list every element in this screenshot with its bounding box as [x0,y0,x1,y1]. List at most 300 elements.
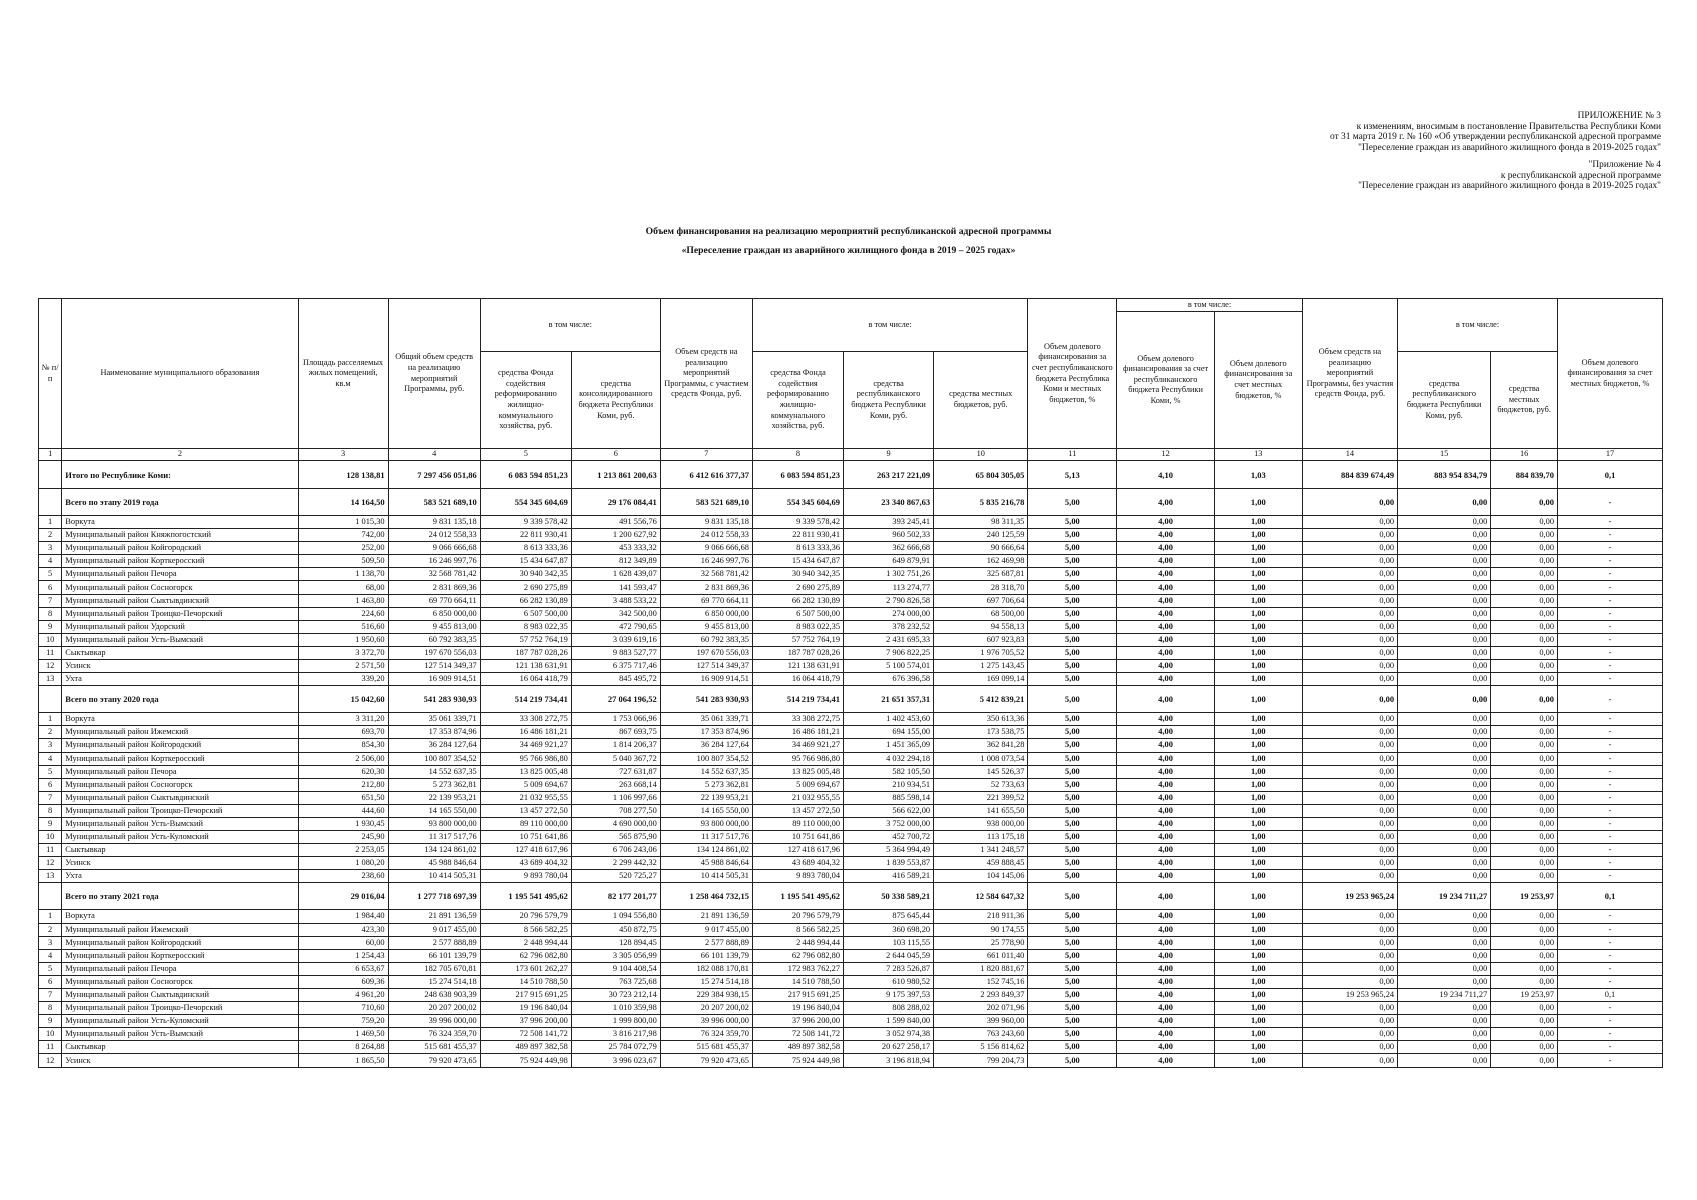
table-row [39,804,1663,817]
table-cell: 4,00 [1117,489,1214,516]
table-cell: 5 009 694,67 [752,778,843,791]
table-cell: 1,00 [1214,910,1302,923]
table-cell: 9 893 780,04 [752,870,843,883]
table-cell: 121 138 631,91 [752,660,843,673]
table-cell: 0,00 [1302,975,1397,988]
table-cell: 4,00 [1117,975,1214,988]
column-number: 15 [1398,449,1491,461]
table-cell: 1 402 453,60 [844,713,934,726]
table-cell: 15 274 514,18 [660,975,752,988]
table-cell: 1 254,43 [298,949,388,962]
table-cell: 6 653,67 [298,962,388,975]
table-cell: 0,00 [1398,529,1491,542]
table-cell: 113 274,77 [844,581,934,594]
table-cell: 128 894,45 [571,936,660,949]
table-cell: 9 104 408,54 [571,962,660,975]
table-cell: - [1558,568,1663,581]
municipality-name: Муниципальный район Койгородский [62,936,298,949]
table-cell: 9 831 135,18 [660,516,752,529]
table-row [39,765,1663,778]
table-cell: - [1558,975,1663,988]
table-cell: 2 577 888,89 [660,936,752,949]
table-cell: 6 507 500,00 [752,607,843,620]
table-cell: 5,00 [1028,555,1117,568]
table-cell: 867 693,75 [571,726,660,739]
table-cell: 5,00 [1028,975,1117,988]
table-cell: 5,00 [1028,686,1117,713]
table-cell: 423,30 [298,923,388,936]
table-cell: 57 752 764,19 [480,633,571,646]
table-cell: 5 412 839,21 [934,686,1028,713]
table-cell: 0,00 [1398,804,1491,817]
table-cell: 0,00 [1302,962,1397,975]
annex-line: "Приложение № 4 [1588,160,1661,170]
table-cell: - [1558,870,1663,883]
table-cell: 812 349,89 [571,555,660,568]
table-cell: 4,00 [1117,936,1214,949]
table-cell: 95 766 986,80 [480,752,571,765]
table-cell: 12 584 647,32 [934,883,1028,910]
table-cell: 10 751 641,86 [752,831,843,844]
table-cell: 609,36 [298,975,388,988]
table-cell: 5,00 [1028,883,1117,910]
table-cell [39,461,62,489]
table-cell: - [1558,765,1663,778]
table-cell: 0,00 [1491,804,1558,817]
table-cell: 57 752 764,19 [752,633,843,646]
table-cell: 1 195 541 495,62 [480,883,571,910]
table-cell: 1,00 [1214,804,1302,817]
table-cell: 1,00 [1214,739,1302,752]
municipality-name: Муниципальный район Корткеросский [62,555,298,568]
table-cell: 60,00 [298,936,388,949]
table-cell: 1 258 464 732,15 [660,883,752,910]
table-cell: 0,00 [1398,817,1491,830]
table-cell: 5,00 [1028,831,1117,844]
table-cell: 79 920 473,65 [388,1054,480,1067]
table-cell: 2 506,00 [298,752,388,765]
table-cell: 1 213 861 200,63 [571,461,660,489]
table-cell: 20 796 579,79 [752,910,843,923]
table-cell: 2 448 994,44 [752,936,843,949]
program-name: «Переселение граждан из аварийного жилищного фонда в 2019 – 2025 годах» [681,245,1016,256]
appendix-line: от 31 марта 2019 г. № 160 «Об утверждении республиканской адресной программе [1330,132,1661,143]
table-cell: 1,00 [1214,949,1302,962]
table-cell: 5,00 [1028,752,1117,765]
table-cell: 50 338 589,21 [844,883,934,910]
table-cell: 95 766 986,80 [752,752,843,765]
table-cell: 37 996 200,00 [752,1015,843,1028]
table-cell: 121 138 631,91 [480,660,571,673]
table-cell: 3 996 023,67 [571,1054,660,1067]
table-cell: 0,00 [1491,607,1558,620]
table-cell: 45 988 846,64 [388,857,480,870]
table-cell: 0,00 [1491,910,1558,923]
table-cell: 0,00 [1302,765,1397,778]
appendix-line: "Переселение граждан из аварийного жилищного фонда в 2019-2025 годах" [1358,142,1661,153]
table-cell: 4,00 [1117,739,1214,752]
table-cell: 0,00 [1398,910,1491,923]
table-cell: 0,00 [1398,620,1491,633]
table-cell: 0,00 [1398,542,1491,555]
table-cell: 0,1 [1558,989,1663,1002]
column-number: 13 [1214,449,1302,461]
table-cell: 34 469 921,27 [480,739,571,752]
table-cell: 197 670 556,03 [660,646,752,659]
table-cell: 1 010 359,98 [571,1002,660,1015]
table-cell: 0,00 [1491,778,1558,791]
table-cell: 10 [39,1028,62,1041]
table-cell: 759,20 [298,1015,388,1028]
table-cell: 0,00 [1398,1054,1491,1067]
table-cell: 453 333,32 [571,542,660,555]
table-cell: 3 372,70 [298,646,388,659]
municipality-name: Сыктывкар [62,646,298,659]
table-cell: 885 598,14 [844,791,934,804]
table-cell: - [1558,962,1663,975]
table-cell: 0,00 [1398,607,1491,620]
table-row [39,607,1663,620]
table-cell: 5,00 [1028,529,1117,542]
table-cell: 0,00 [1398,568,1491,581]
table-cell: 8 613 333,36 [752,542,843,555]
table-cell: 1,00 [1214,686,1302,713]
table-cell: 4,00 [1117,713,1214,726]
table-cell: 5,00 [1028,607,1117,620]
table-cell: 5,00 [1028,989,1117,1002]
table-cell: 0,00 [1491,857,1558,870]
table-cell: 0,00 [1302,568,1397,581]
table-cell: 5,00 [1028,1054,1117,1067]
table-row [39,778,1663,791]
table-cell: 5,00 [1028,594,1117,607]
table-cell: 0,00 [1491,817,1558,830]
municipality-name: Муниципальный район Усть-Вымский [62,633,298,646]
table-cell: 8 566 582,25 [480,923,571,936]
table-cell: 72 508 141,72 [480,1028,571,1041]
table-cell: 2 448 994,44 [480,936,571,949]
table-cell: 90 666,64 [934,542,1028,555]
table-cell: 187 787 028,26 [752,646,843,659]
table-cell: 19 253 965,24 [1302,989,1397,1002]
table-cell: 182 705 670,81 [388,962,480,975]
table-cell: 0,00 [1398,516,1491,529]
table-cell: 5,00 [1028,633,1117,646]
table-cell: 4,00 [1117,857,1214,870]
table-cell: 20 627 258,17 [844,1041,934,1054]
table-cell: 0,00 [1302,857,1397,870]
table-cell: 72 508 141,72 [752,1028,843,1041]
table-cell: 399 960,00 [934,1015,1028,1028]
table-cell: 0,00 [1398,778,1491,791]
table-cell: 4,00 [1117,1028,1214,1041]
table-row [39,844,1663,857]
table-cell: 11 317 517,76 [388,831,480,844]
table-cell: 248 638 903,39 [388,989,480,1002]
table-cell: 0,00 [1398,975,1491,988]
table-cell: - [1558,752,1663,765]
table-cell: 32 568 781,42 [660,568,752,581]
table-cell: 9 017 455,00 [388,923,480,936]
table-cell: 4,00 [1117,594,1214,607]
table-cell: 4,00 [1117,962,1214,975]
table-cell: 325 687,81 [934,568,1028,581]
table-cell: 29 176 084,41 [571,489,660,516]
table-row [39,555,1663,568]
table-header [39,299,1663,461]
table-cell: 960 502,33 [844,529,934,542]
table-cell: 0,00 [1491,713,1558,726]
table-cell: 9 455 813,00 [388,620,480,633]
table-cell: 17 353 874,96 [660,726,752,739]
table-cell: 1 628 439,07 [571,568,660,581]
table-cell: 0,00 [1491,594,1558,607]
table-cell: 0,00 [1491,831,1558,844]
col-header-consolidated: средства консолидированного бюджета Республики Коми, руб. [571,352,660,449]
table-cell: 4,00 [1117,923,1214,936]
table-cell: 20 207 200,02 [660,1002,752,1015]
table-cell: 1,00 [1214,726,1302,739]
table-cell: - [1558,923,1663,936]
table-cell: 0,00 [1491,1054,1558,1067]
table-cell: 620,30 [298,765,388,778]
column-number: 11 [1028,449,1117,461]
table-cell: 710,60 [298,1002,388,1015]
table-cell: 16 246 997,76 [660,555,752,568]
table-cell: 252,00 [298,542,388,555]
table-cell: 13 [39,870,62,883]
table-cell: 2 293 849,37 [934,989,1028,1002]
municipality-name: Ухта [62,673,298,686]
column-number: 6 [571,449,660,461]
table-cell: 21 032 955,55 [752,791,843,804]
table-cell: 9 [39,817,62,830]
table-cell: 1,00 [1214,673,1302,686]
col-header-no: № п/п [39,299,62,449]
table-cell: 1 865,50 [298,1054,388,1067]
table-cell: 8 613 333,36 [480,542,571,555]
table-cell: 24 012 558,33 [388,529,480,542]
table-cell: 1,03 [1214,461,1302,489]
column-number: 5 [480,449,571,461]
table-cell: 0,00 [1491,765,1558,778]
table-cell: 0,00 [1398,1028,1491,1041]
table-cell: 10 751 641,86 [480,831,571,844]
table-cell: 0,00 [1398,555,1491,568]
table-cell: 141 593,47 [571,581,660,594]
table-cell: 0,00 [1398,857,1491,870]
table-cell: 66 101 139,79 [388,949,480,962]
table-cell: 30 940 342,35 [480,568,571,581]
table-cell: 4,00 [1117,646,1214,659]
table-cell: 1 277 718 697,39 [388,883,480,910]
table-cell: 68,00 [298,581,388,594]
municipality-name: Муниципальный район Корткеросский [62,949,298,962]
table-cell: 45 988 846,64 [660,857,752,870]
table-cell: 0,00 [1302,581,1397,594]
table-row [39,989,1663,1002]
table-cell: 5 273 362,81 [660,778,752,791]
municipality-name: Муниципальный район Сосногорск [62,581,298,594]
table-cell: 444,60 [298,804,388,817]
table-cell: 104 145,06 [934,870,1028,883]
table-cell: 1,00 [1214,752,1302,765]
table-cell: 1 [39,516,62,529]
table-cell: - [1558,581,1663,594]
table-cell: 1,00 [1214,1028,1302,1041]
table-cell: 62 796 082,80 [752,949,843,962]
table-cell: 0,00 [1398,581,1491,594]
table-cell: 875 645,44 [844,910,934,923]
table-row [39,1041,1663,1054]
table-cell: 0,00 [1302,660,1397,673]
table-cell: 883 954 834,79 [1398,461,1491,489]
table-cell: 472 790,65 [571,620,660,633]
table-cell: 4,00 [1117,726,1214,739]
table-cell: 0,00 [1302,923,1397,936]
table-cell: 554 345 604,69 [480,489,571,516]
municipality-name: Ухта [62,870,298,883]
table-cell: 1,00 [1214,975,1302,988]
table-cell: 2 577 888,89 [388,936,480,949]
table-cell: 0,00 [1302,910,1397,923]
table-cell: 5,00 [1028,857,1117,870]
table-cell: 1 341 248,57 [934,844,1028,857]
table-cell: 4,00 [1117,989,1214,1002]
table-cell: 5 [39,962,62,975]
table-cell: 1,00 [1214,791,1302,804]
table-cell: 6 706 243,06 [571,844,660,857]
column-number: 8 [752,449,843,461]
table-cell: 25 784 072,79 [571,1041,660,1054]
table-cell: - [1558,620,1663,633]
table-cell: 5,00 [1028,726,1117,739]
table-row [39,817,1663,830]
table-cell: 218 911,36 [934,910,1028,923]
table-cell: 1 950,60 [298,633,388,646]
col-header-without-fund: Объем средств на реализацию мероприятий Программы, без участия средств Фонда, руб. [1302,299,1397,449]
table-cell: 25 778,90 [934,936,1028,949]
table-cell: 4 [39,752,62,765]
table-cell: 212,80 [298,778,388,791]
appendix-line: к изменениям, вносимым в постановление Правительства Республики Коми [1356,121,1661,132]
table-cell: 14 552 637,35 [660,765,752,778]
table-cell: 10 [39,633,62,646]
table-cell: 2 571,50 [298,660,388,673]
table-cell: 3 816 217,98 [571,1028,660,1041]
table-cell: 0,00 [1302,778,1397,791]
table-cell: 799 204,73 [934,1054,1028,1067]
table-cell: 7 906 822,25 [844,646,934,659]
table-cell: 393 245,41 [844,516,934,529]
table-cell: 127 514 349,37 [388,660,480,673]
table-row [39,910,1663,923]
table-cell: 1 814 206,37 [571,739,660,752]
table-cell: 708 277,50 [571,804,660,817]
table-cell: - [1558,1041,1663,1054]
table-row [39,857,1663,870]
table-cell: 43 689 404,32 [752,857,843,870]
table-cell: 5,00 [1028,1028,1117,1041]
table-cell: 4,00 [1117,542,1214,555]
table-cell: 5 156 814,62 [934,1041,1028,1054]
table-cell: 62 796 082,80 [480,949,571,962]
table-cell: 1,00 [1214,620,1302,633]
table-cell: 8 983 022,35 [480,620,571,633]
table-cell: 1 200 627,92 [571,529,660,542]
table-cell: - [1558,489,1663,516]
table-cell: 238,60 [298,870,388,883]
table-cell: 60 792 383,35 [388,633,480,646]
municipality-name: Муниципальный район Ижемский [62,726,298,739]
table-cell: 19 253,97 [1491,883,1558,910]
column-number: 2 [62,449,298,461]
table-cell: 19 253,97 [1491,989,1558,1002]
col-header-incl-1: в том числе: [480,299,660,352]
table-cell: 66 282 130,89 [752,594,843,607]
table-cell: 2 690 275,89 [752,581,843,594]
municipality-name: Всего по этапу 2020 года [62,686,298,713]
table-cell: 33 308 272,75 [480,713,571,726]
table-cell: 6 850 000,00 [388,607,480,620]
table-cell: 35 061 339,71 [388,713,480,726]
table-cell: 52 733,63 [934,778,1028,791]
table-cell: 4,00 [1117,910,1214,923]
table-cell: 378 232,52 [844,620,934,633]
table-cell: 1 469,50 [298,1028,388,1041]
table-cell: 5,00 [1028,870,1117,883]
table-cell: 360 698,20 [844,923,934,936]
annex-line: "Переселение граждан из аварийного жилищного фонда в 2019-2025 годах" [1358,181,1661,192]
table-cell: 0,00 [1398,646,1491,659]
table-cell: - [1558,660,1663,673]
column-number: 16 [1491,449,1558,461]
table-cell: 0,00 [1398,949,1491,962]
table-cell: 1,00 [1214,713,1302,726]
table-cell: 763 725,68 [571,975,660,988]
table-cell: 69 770 664,11 [660,594,752,607]
table-cell: 134 124 861,02 [388,844,480,857]
table-cell: 808 288,02 [844,1002,934,1015]
table-cell: 0,00 [1398,765,1491,778]
table-cell: - [1558,1002,1663,1015]
table-cell: 0,00 [1491,949,1558,962]
table-cell [39,489,62,516]
table-cell: 245,90 [298,831,388,844]
table-cell: 342 500,00 [571,607,660,620]
table-cell: 10 414 505,31 [660,870,752,883]
table-cell: 12 [39,660,62,673]
municipality-name: Муниципальный район Усть-Куломский [62,1015,298,1028]
table-cell: 127 418 617,96 [752,844,843,857]
table-cell: 8 [39,1002,62,1015]
table-cell: 1,00 [1214,516,1302,529]
table-cell: 1 753 066,96 [571,713,660,726]
table-row [39,660,1663,673]
table-cell: 66 101 139,79 [660,949,752,962]
table-cell: - [1558,791,1663,804]
table-cell: - [1558,778,1663,791]
table-cell: 5,00 [1028,817,1117,830]
annex-line: к республиканской адресной программе [1500,170,1661,181]
table-cell: 0,00 [1398,489,1491,516]
table-cell: 4 032 294,18 [844,752,934,765]
table-cell: 0,00 [1398,936,1491,949]
table-cell: 221 399,52 [934,791,1028,804]
table-row [39,949,1663,962]
table-row [39,726,1663,739]
table-row [39,1015,1663,1028]
